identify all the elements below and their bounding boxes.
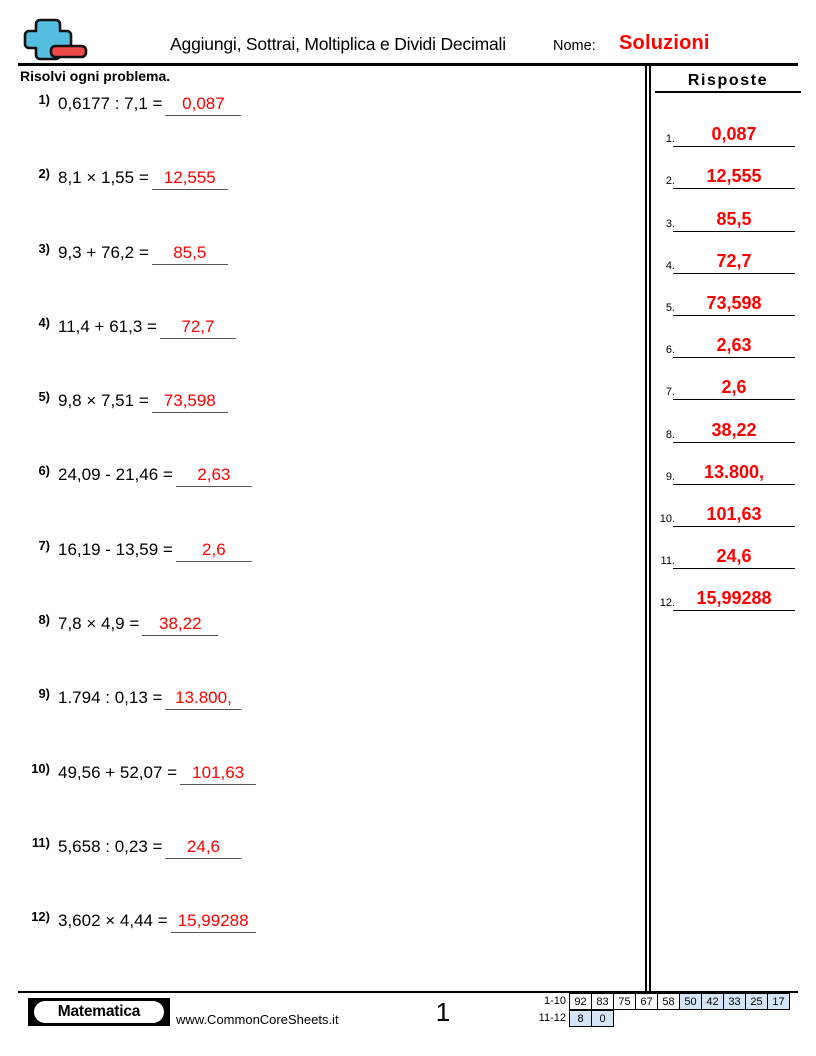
score-table-cell: 0 [591, 1010, 614, 1027]
problem-row [20, 760, 630, 837]
answer-key-number: 5. [665, 301, 675, 314]
problem-row [20, 94, 630, 168]
page-title: Aggiungi, Sottrai, Moltiplica e Dividi Decimali [170, 34, 506, 54]
answer-key-row [655, 487, 801, 529]
answer-key-value[interactable]: 2,63 [673, 335, 795, 358]
problems-list [20, 94, 630, 986]
problem-row [20, 168, 630, 242]
answer-key-row [655, 402, 801, 444]
problem-row [20, 314, 630, 391]
answer-key-row [655, 149, 801, 191]
problem-answer-blank[interactable]: 12,555 [152, 168, 228, 190]
problem-number: 5) [38, 389, 50, 405]
problem-answer-blank[interactable]: 15,99288 [171, 911, 256, 933]
answer-key-number: 12. [659, 597, 675, 610]
answer-key-list [655, 107, 801, 613]
problem-answer-blank[interactable]: 24,6 [165, 837, 241, 859]
answer-key-value[interactable]: 13.800, [673, 462, 795, 485]
worksheet-header [18, 14, 798, 62]
problem-row [20, 911, 630, 985]
answer-key-value[interactable]: 73,598 [673, 293, 795, 316]
header-divider [18, 63, 798, 66]
answer-key-row [655, 107, 801, 149]
answer-key-value[interactable]: 15,99288 [673, 588, 795, 611]
problem-answer-blank[interactable]: 101,63 [180, 763, 256, 785]
answer-key-value[interactable]: 38,22 [673, 420, 795, 443]
name-value: Soluzioni [619, 32, 710, 54]
answer-key-row [655, 360, 801, 402]
problem-row [20, 688, 630, 762]
answer-key-heading: Risposte [655, 72, 801, 93]
answer-key-number: 2. [665, 175, 675, 188]
answer-key-value[interactable]: 12,555 [673, 166, 795, 189]
problem-number: 4) [38, 314, 50, 330]
answer-key-number: 1. [665, 133, 675, 146]
score-table-cell: 17 [767, 993, 790, 1010]
site-url: www.CommonCoreSheets.it [176, 1012, 339, 1027]
page-number: 1 [435, 997, 451, 1027]
score-table-cell: 75 [613, 993, 636, 1010]
problem-number: 1) [38, 92, 50, 107]
problem-expression: 49,56 + 52,07 = [58, 762, 178, 782]
answer-key-row [655, 529, 801, 571]
problem-answer-blank[interactable]: 2,63 [176, 465, 252, 487]
problem-expression: 1.794 : 0,13 = [58, 688, 163, 708]
problem-row [20, 240, 630, 317]
score-table [530, 993, 790, 1027]
answer-key-row [655, 276, 801, 318]
problem-expression: 7,8 × 4,9 = [58, 614, 140, 634]
problem-row [20, 465, 630, 539]
problem-answer-blank[interactable]: 72,7 [160, 317, 236, 339]
answer-key-number: 8. [665, 428, 675, 441]
answer-key-value[interactable]: 72,7 [673, 251, 795, 274]
answer-key-value[interactable]: 85,5 [673, 209, 795, 232]
problem-number: 7) [38, 537, 50, 553]
problem-expression: 24,09 - 21,46 = [58, 465, 173, 485]
problem-answer-blank[interactable]: 38,22 [142, 614, 218, 636]
score-table-cell: 67 [635, 993, 658, 1010]
answer-key-value[interactable]: 101,63 [673, 504, 795, 527]
score-table-cell: 83 [591, 993, 614, 1010]
score-table-cell: 25 [745, 993, 768, 1010]
answer-key-number: 11. [660, 555, 675, 568]
plus-minus-logo-icon [18, 16, 110, 64]
brand-label: Matematica [34, 1001, 164, 1023]
answer-key-number: 6. [665, 344, 675, 357]
problem-answer-blank[interactable]: 0,087 [165, 94, 241, 116]
name-label: Nome: [553, 38, 596, 54]
problem-row [20, 614, 630, 688]
problem-row [20, 391, 630, 465]
answer-key-value[interactable]: 0,087 [673, 124, 795, 147]
problem-row [20, 834, 630, 911]
problem-expression: 16,19 - 13,59 = [58, 539, 173, 559]
score-table-cell: 8 [569, 1010, 592, 1027]
answer-key-number: 3. [665, 217, 675, 230]
score-table-cell: 50 [679, 993, 702, 1010]
answer-key-row [655, 191, 801, 233]
problem-number: 9) [38, 686, 50, 702]
problem-expression: 3,602 × 4,44 = [58, 911, 168, 931]
score-table-cell: 33 [723, 993, 746, 1010]
problem-answer-blank[interactable]: 13.800, [165, 688, 241, 710]
score-table-row [530, 993, 790, 1010]
answer-key-row [655, 234, 801, 276]
problem-number: 8) [38, 612, 50, 628]
problem-answer-blank[interactable]: 85,5 [152, 243, 228, 265]
answer-key-value[interactable]: 24,6 [673, 546, 795, 569]
problem-expression: 9,3 + 76,2 = [58, 242, 149, 262]
score-table-cell: 92 [569, 993, 592, 1010]
problem-number: 11) [31, 834, 50, 850]
problem-number: 6) [38, 463, 50, 479]
problem-answer-blank[interactable]: 73,598 [152, 391, 228, 413]
answer-key-row [655, 445, 801, 487]
answer-key-value[interactable]: 2,6 [673, 377, 795, 400]
problem-number: 10) [31, 760, 50, 776]
column-divider [645, 66, 651, 991]
answer-key-row [655, 571, 801, 613]
problem-expression: 5,658 : 0,23 = [58, 836, 163, 856]
problem-number: 2) [38, 166, 50, 182]
score-table-cell: 42 [701, 993, 724, 1010]
instruction-text: Risolvi ogni problema. [20, 68, 171, 84]
answer-key-number: 10. [659, 512, 675, 525]
problem-expression: 8,1 × 1,55 = [58, 168, 149, 188]
problem-number: 3) [38, 240, 50, 256]
problem-answer-blank[interactable]: 2,6 [176, 540, 252, 562]
answer-key-number: 4. [665, 259, 675, 272]
problem-expression: 0,6177 : 7,1 = [58, 94, 163, 113]
score-table-row-label: 11-12 [538, 1012, 566, 1024]
score-table-row [530, 1010, 790, 1027]
problem-expression: 11,4 + 61,3 = [58, 316, 157, 336]
score-table-cell: 58 [657, 993, 680, 1010]
problem-row [20, 537, 630, 614]
brand-badge [28, 998, 170, 1026]
answer-key-number: 9. [665, 470, 675, 483]
problem-number: 12) [31, 909, 50, 925]
score-table-row-label: 1-10 [543, 995, 566, 1007]
answer-key-row [655, 318, 801, 360]
answer-key-number: 7. [665, 386, 675, 399]
problem-expression: 9,8 × 7,51 = [58, 391, 149, 411]
